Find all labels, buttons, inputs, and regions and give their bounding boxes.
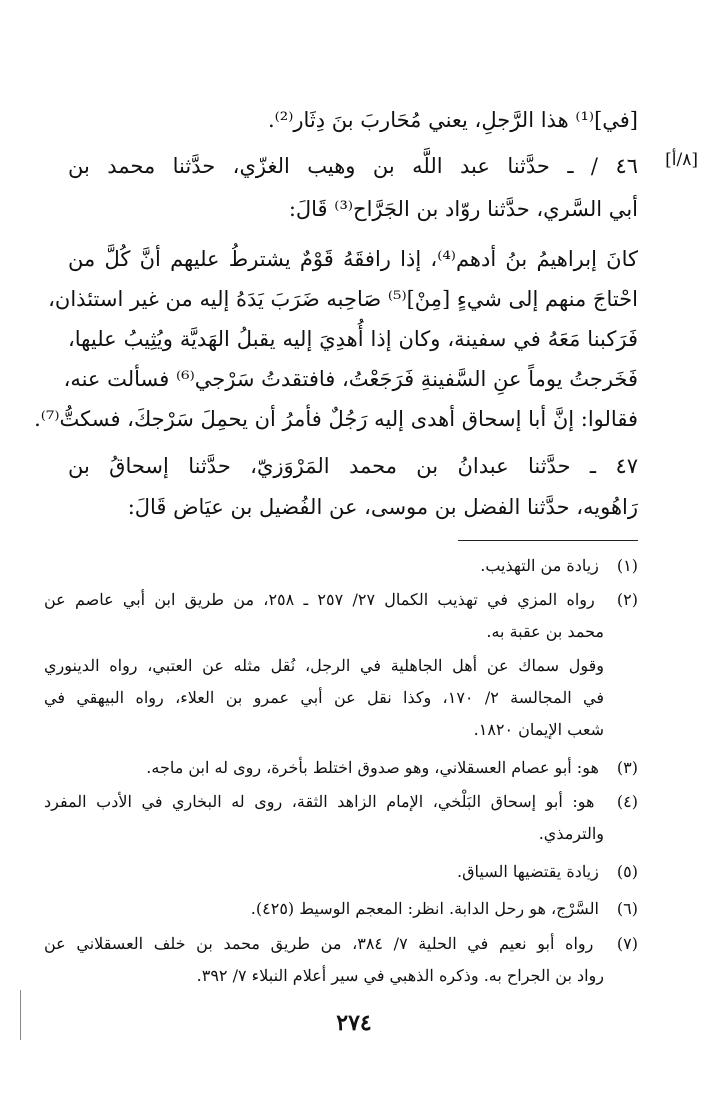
body-line: فَخَرجتُ يوماً عنِ السَّفينةِ فَرَجَعْتُ، فافتقدتُ سَرْجي⁽⁶⁾ فسألت عنه، bbox=[63, 367, 638, 391]
body-line: ٤٦ / ـ حدَّثنا عبد اللَّه بن وهيب الغزّي، حدَّثنا محمد بن bbox=[68, 154, 638, 178]
body-line: [في]⁽¹⁾ هذا الرَّجلِ، يعني مُحَاربَ بنَ دِثَار⁽²⁾. bbox=[267, 108, 638, 132]
footnote-number: (١) bbox=[616, 556, 638, 575]
footnote-number: (٢) bbox=[616, 590, 638, 609]
footnote-number: (٤) bbox=[616, 792, 638, 811]
footnote-continuation: وقول سماك عن أهل الجاهلية في الرجل، نُقل مثله عن العتبي، رواه الدينوري bbox=[44, 656, 604, 675]
body-line: فقالوا: إنَّ أبا إسحاق أهدى إليه رَجُلٌ فأمرُ أن يحمِلَ سَرْجكَ، فسكتُّ⁽⁷⁾. bbox=[34, 407, 638, 431]
footnote-continuation: محمد بن عقبة به. bbox=[486, 622, 604, 641]
page-number: ٢٧٤ bbox=[336, 1010, 372, 1036]
footnote-continuation: والترمذي. bbox=[538, 824, 604, 843]
footnote-text: هو: أبو عصام العسقلاني، وهو صدوق اختلط بأخرة، روى له ابن ماجه. bbox=[146, 758, 599, 777]
footnote bbox=[44, 752, 638, 784]
footnote bbox=[44, 786, 638, 818]
manuscript-folio-marker: [٨/أ] bbox=[665, 150, 698, 170]
footnote bbox=[44, 856, 638, 888]
footnote-continuation: رواد بن الجراح به. وذكره الذهبي في سير أعلام النبلاء ٧/ ٣٩٢. bbox=[196, 966, 604, 985]
footnote bbox=[44, 893, 638, 925]
footnote-number: (٦) bbox=[616, 899, 638, 918]
footnote-text: زيادة يقتضيها السياق. bbox=[457, 862, 599, 881]
body-line: أبي السَّري، حدَّثنا روّاد بن الجَرَّاح⁽³⁾ قَالَ: bbox=[288, 197, 638, 221]
body-line: رَاهُويه، حدَّثنا الفضل بن موسى، عن الفُضيل بن عيَاض قَالَ: bbox=[127, 495, 638, 519]
footnote bbox=[44, 928, 638, 960]
footnote-text: زيادة من التهذيب. bbox=[480, 556, 599, 575]
footnote-number: (٥) bbox=[616, 862, 638, 881]
footnote-text: السَّرْج، هو رحل الدابة. انظر: المعجم الوسيط (٤٢٥). bbox=[250, 899, 599, 918]
footnote-separator bbox=[458, 540, 638, 541]
footnote-text: هو: أبو إسحاق البَلْخي، الإمام الزاهد الثقة، روى له البخاري في الأدب المفرد bbox=[44, 792, 595, 811]
footnote-number: (٧) bbox=[616, 934, 638, 953]
body-line: فَرَكبنا مَعَهُ في سفينة، وكان إذا أُهدِيَ إليه يقبلُ الهَديَّة ويُثِيبُ عليها، bbox=[68, 327, 638, 351]
body-line: احْتاجَ منهم إلى شيءٍ [مِنْ]⁽⁵⁾ صَاحِبه ضَرَبَ يَدَهُ إليه من غير استئذان، bbox=[48, 287, 638, 311]
body-line: ٤٧ ـ حدَّثنا عبدانُ بن محمد المَرْوَزيّ، حدَّثنا إسحاقُ بن bbox=[68, 454, 638, 478]
footnote-continuation: شعب الإيمان ١٨٢٠. bbox=[473, 720, 604, 739]
footnote bbox=[44, 584, 638, 616]
footnote bbox=[44, 550, 638, 582]
footnote-number: (٣) bbox=[616, 758, 638, 777]
footnote-continuation: في المجالسة ٢/ ١٧٠، وكذا نقل عن أبي عمرو بن العلاء، رواه البيهقي في bbox=[44, 688, 604, 707]
footnote-text: رواه المزي في تهذيب الكمال ٢٧/ ٢٥٧ ـ ٢٥٨، من طريق ابن أبي عاصم عن bbox=[44, 590, 595, 609]
body-line: كانَ إبراهيمُ بنُ أدهم⁽⁴⁾، إذا رافقَهُ قَوْمٌ يشترطُ عليهم أنَّ كُلَّ من bbox=[68, 247, 638, 271]
footnote-text: رواه أبو نعيم في الحلية ٧/ ٣٨٤، من طريق محمد بن خلف العسقلاني عن bbox=[44, 934, 594, 953]
